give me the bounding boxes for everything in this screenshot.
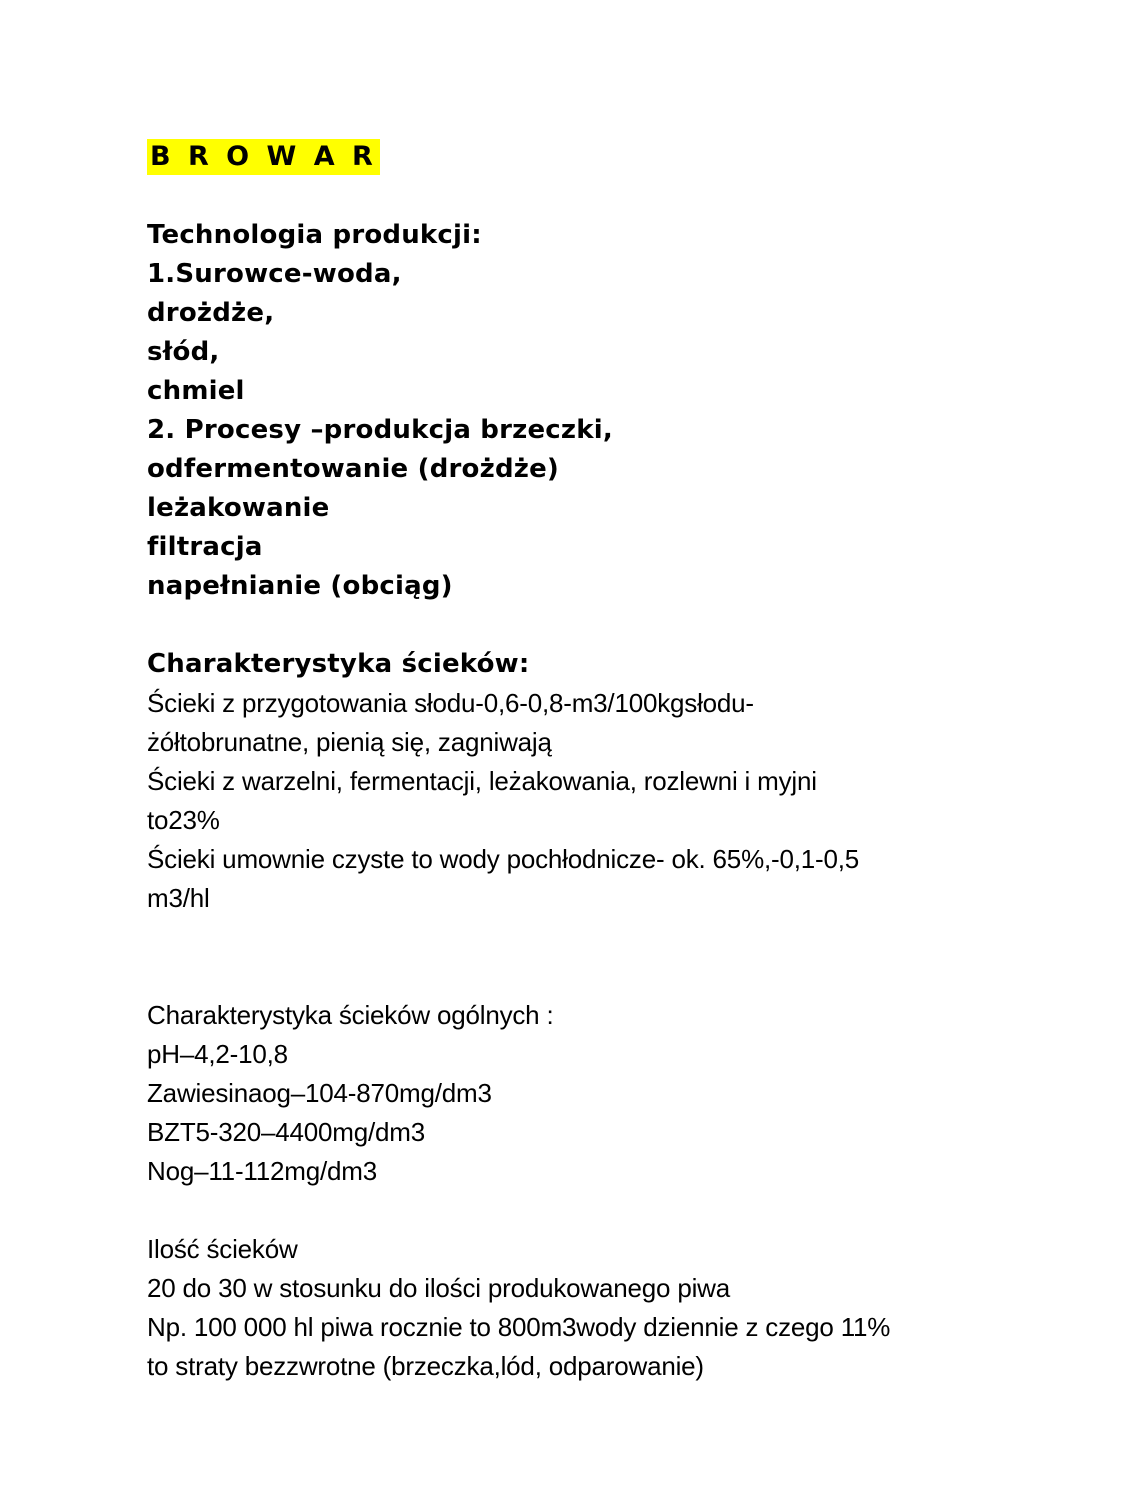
section-sewage-quantity-line-2: to straty bezzwrotne (brzeczka,lód, odparowanie): [147, 1351, 704, 1381]
section-technology-line-2: słód,: [147, 337, 220, 367]
section-general-sewage-heading: Charakterystyka ścieków ogólnych :: [147, 1000, 554, 1030]
section-sewage-characteristics: [147, 645, 1047, 918]
document-content: [147, 140, 1047, 1386]
section-technology-line-7: filtracja: [147, 532, 263, 562]
section-sewage-characteristics-line-4: Ścieki umownie czyste to wody pochłodnicze- ok. 65%,-0,1-0,5: [147, 844, 860, 874]
section-sewage-quantity-line-0: 20 do 30 w stosunku do ilości produkowanego piwa: [147, 1273, 731, 1303]
page-title: [147, 140, 1047, 174]
section-technology-line-1: drożdże,: [147, 298, 275, 328]
section-general-sewage: [147, 996, 1047, 1191]
section-sewage-characteristics-line-5: m3/hl: [147, 883, 210, 913]
section-technology-heading: Technologia produkcji:: [147, 220, 482, 250]
section-sewage-quantity: [147, 1230, 1047, 1386]
section-sewage-characteristics-line-2: Ścieki z warzelni, fermentacji, leżakowania, rozlewni i myjni: [147, 766, 817, 796]
section-general-sewage-line-2: BZT5-320–4400mg/dm3: [147, 1117, 426, 1147]
section-sewage-characteristics-heading: Charakterystyka ścieków:: [147, 649, 530, 679]
section-technology: [147, 216, 1047, 606]
section-general-sewage-line-3: Nog–11-112mg/dm3: [147, 1156, 377, 1186]
section-sewage-quantity-line-1: Np. 100 000 hl piwa rocznie to 800m3wody dziennie z czego 11%: [147, 1312, 891, 1342]
spacer: [147, 606, 1047, 645]
section-technology-line-6: leżakowanie: [147, 493, 330, 523]
page-title-highlight: B R O W A R: [147, 139, 380, 175]
section-technology-line-3: chmiel: [147, 376, 245, 406]
section-technology-line-8: napełnianie (obciąg): [147, 571, 453, 601]
section-sewage-characteristics-line-3: to23%: [147, 805, 220, 835]
section-technology-line-4: 2. Procesy –produkcja brzeczki,: [147, 415, 613, 445]
section-technology-line-0: 1.Surowce-woda,: [147, 259, 402, 289]
spacer: [147, 1191, 1047, 1230]
spacer: [147, 918, 1047, 996]
section-sewage-characteristics-line-0: Ścieki z przygotowania słodu-0,6-0,8-m3/100kgsłodu-: [147, 688, 754, 718]
section-sewage-characteristics-line-1: żółtobrunatne, pienią się, zagniwają: [147, 727, 552, 757]
section-general-sewage-line-0: pH–4,2-10,8: [147, 1039, 288, 1069]
section-sewage-quantity-heading: Ilość ścieków: [147, 1234, 298, 1264]
section-general-sewage-line-1: Zawiesinaog–104-870mg/dm3: [147, 1078, 492, 1108]
section-technology-line-5: odfermentowanie (drożdże): [147, 454, 560, 484]
